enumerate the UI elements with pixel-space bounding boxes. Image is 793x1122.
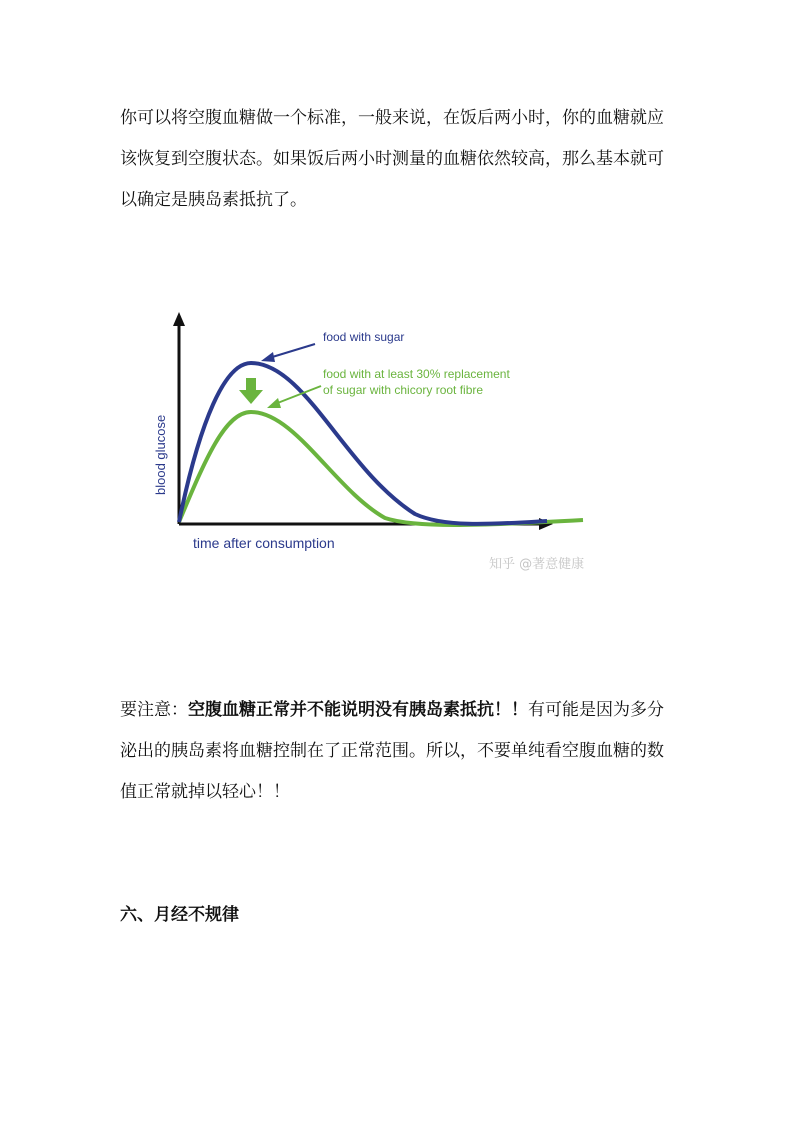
label-food-with-sugar: food with sugar: [323, 330, 405, 344]
label-food-with-fibre-line1: food with at least 30% replacement: [323, 367, 510, 381]
x-axis-label: time after consumption: [193, 535, 335, 551]
paragraph-insulin-test: 你可以将空腹血糖做一个标准，一般来说，在饭后两小时，你的血糖就应该恢复到空腹状态。如果饭后两小时测量的血糖依然较高，那么基本就可以确定是胰岛素抵抗了。: [120, 108, 664, 210]
paragraph-fasting-warning: [120, 690, 680, 813]
reduction-arrow-head: [239, 390, 263, 404]
blood-glucose-figure: [145, 300, 605, 590]
y-axis-arrow: [173, 312, 185, 326]
fibre-curve: [179, 412, 583, 525]
watermark: 知乎 @著意健康: [489, 557, 585, 572]
fibre-pointer-head: [267, 398, 281, 408]
reduction-arrow-shaft: [246, 378, 256, 392]
section-heading: 六、月经不规律: [120, 905, 239, 925]
y-axis-label: blood glucose: [153, 414, 168, 495]
warning-rest-text: 有可能是因为多分泌出的胰岛素将血糖控制在了正常范围。所以，不要单纯看空腹血糖的数值正常就掉以轻心！！: [120, 700, 664, 802]
sugar-pointer-line: [269, 344, 315, 358]
sugar-pointer-head: [261, 352, 275, 362]
warning-bold-text: 空腹血糖正常并不能说明没有胰岛素抵抗！！: [188, 700, 528, 720]
blood-glucose-chart: [145, 300, 605, 590]
warning-prefix: 要注意：: [120, 700, 188, 720]
label-food-with-fibre-line2: of sugar with chicory root fibre: [323, 383, 484, 397]
